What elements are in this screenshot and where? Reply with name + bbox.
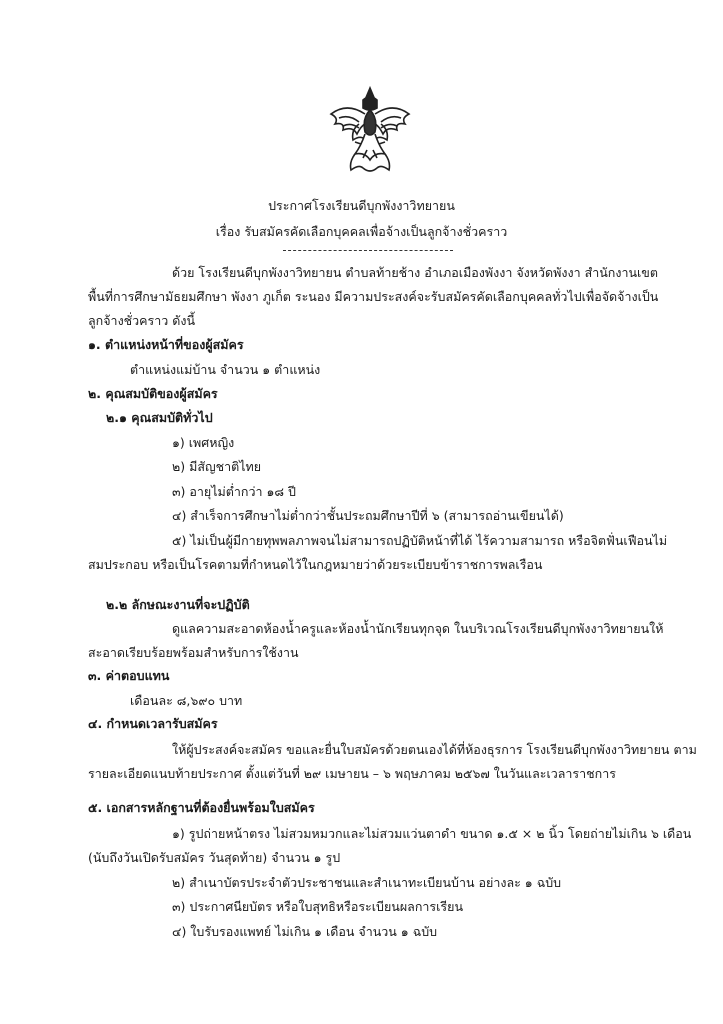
- document-item: ๓) ประกาศนียบัตร หรือใบสุทธิหรือระเบียนผลการเรียน: [172, 899, 463, 914]
- document-item: ๑) รูปถ่ายหน้าตรง ไม่สวมหมวกและไม่สวมแว่นตาดำ ขนาด ๑.๕ × ๒ นิ้ว โดยถ่ายไม่เกิน ๖ เดือน: [172, 826, 692, 841]
- section-2-1-heading: ๒.๑ คุณสมบัติทั่วไป: [106, 410, 213, 425]
- application-period-line-2: รายละเอียดแนบท้ายประกาศ ตั้งแต่วันที่ ๒๙ เมษายน – ๖ พฤษภาคม ๒๕๖๗ ในวันและเวลาราชการ: [88, 766, 616, 781]
- announcement-title: ประกาศโรงเรียนดีบุกพังงาวิทยายน: [268, 198, 455, 213]
- qualification-item-continued: สมประกอบ หรือเป็นโรคตามที่กำหนดไว้ในกฎหมายว่าด้วยระเบียบข้าราชการพลเรือน: [88, 557, 543, 572]
- qualification-item: ๓) อายุไม่ต่ำกว่า ๑๘ ปี: [172, 484, 296, 499]
- application-period-line-1: ให้ผู้ประสงค์จะสมัคร ขอและยื่นใบสมัครด้วยตนเองได้ที่ห้องธุรการ โรงเรียนดีบุกพังงาวิทยายน ตาม: [172, 742, 697, 757]
- intro-line-3: ลูกจ้างชั่วคราว ดังนี้: [88, 313, 196, 328]
- qualification-item: ๕) ไม่เป็นผู้มีกายทุพพลภาพจนไม่สามารถปฏิบัติหน้าที่ได้ ไร้ความสามารถ หรือจิตฟั่นเฟือนไม่: [172, 533, 668, 548]
- job-description-line-1: ดูแลความสะอาดห้องน้ำครูและห้องน้ำนักเรียนทุกจุด ในบริเวณโรงเรียนดีบุกพังงาวิทยายนให้: [172, 621, 664, 636]
- section-2-heading: ๒. คุณสมบัติของผู้สมัคร: [88, 386, 218, 401]
- section-1-heading: ๑. ตำแหน่งหน้าที่ของผู้สมัคร: [88, 337, 244, 352]
- job-description-line-2: สะอาดเรียบร้อยพร้อมสำหรับการใช้งาน: [88, 645, 299, 660]
- section-5-heading: ๕. เอกสารหลักฐานที่ต้องยื่นพร้อมใบสมัคร: [88, 800, 315, 815]
- title-divider: [283, 250, 453, 251]
- intro-line-2: พื้นที่การศึกษามัธยมศึกษา พังงา ภูเก็ต ระนอง มีความประสงค์จะรับสมัครคัดเลือกบุคคลทั่วไปเพื่อจัดจ้างเป็น: [88, 289, 659, 304]
- section-1-text: ตำแหน่งแม่บ้าน จำนวน ๑ ตำแหน่ง: [130, 362, 321, 377]
- announcement-subject: เรื่อง รับสมัครคัดเลือกบุคคลเพื่อจ้างเป็นลูกจ้างชั่วคราว: [215, 224, 508, 239]
- section-3-heading: ๓. ค่าตอบแทน: [88, 668, 170, 683]
- section-4-heading: ๔. กำหนดเวลารับสมัคร: [88, 716, 218, 731]
- garuda-emblem-icon: [325, 84, 415, 176]
- qualification-item: ๑) เพศหญิง: [172, 435, 235, 450]
- intro-line-1: ด้วย โรงเรียนดีบุกพังงาวิทยายน ตำบลท้ายช้าง อำเภอเมืองพังงา จังหวัดพังงา สำนักงานเขต: [172, 265, 658, 280]
- section-2-2-heading: ๒.๒ ลักษณะงานที่จะปฏิบัติ: [106, 597, 250, 612]
- document-item: ๔) ใบรับรองแพทย์ ไม่เกิน ๑ เดือน จำนวน ๑ ฉบับ: [172, 924, 438, 939]
- qualification-item: ๒) มีสัญชาติไทย: [172, 459, 262, 474]
- document-item-continued: (นับถึงวันเปิดรับสมัคร วันสุดท้าย) จำนวน ๑ รูป: [88, 850, 341, 865]
- document-item: ๒) สำเนาบัตรประจำตัวประชาชนและสำเนาทะเบียนบ้าน อย่างละ ๑ ฉบับ: [172, 875, 562, 890]
- qualification-item: ๔) สำเร็จการศึกษาไม่ต่ำกว่าชั้นประถมศึกษาปีที่ ๖ (สามารถอ่านเขียนได้): [172, 508, 564, 523]
- salary-text: เดือนละ ๘,๖๙๐ บาท: [130, 693, 243, 708]
